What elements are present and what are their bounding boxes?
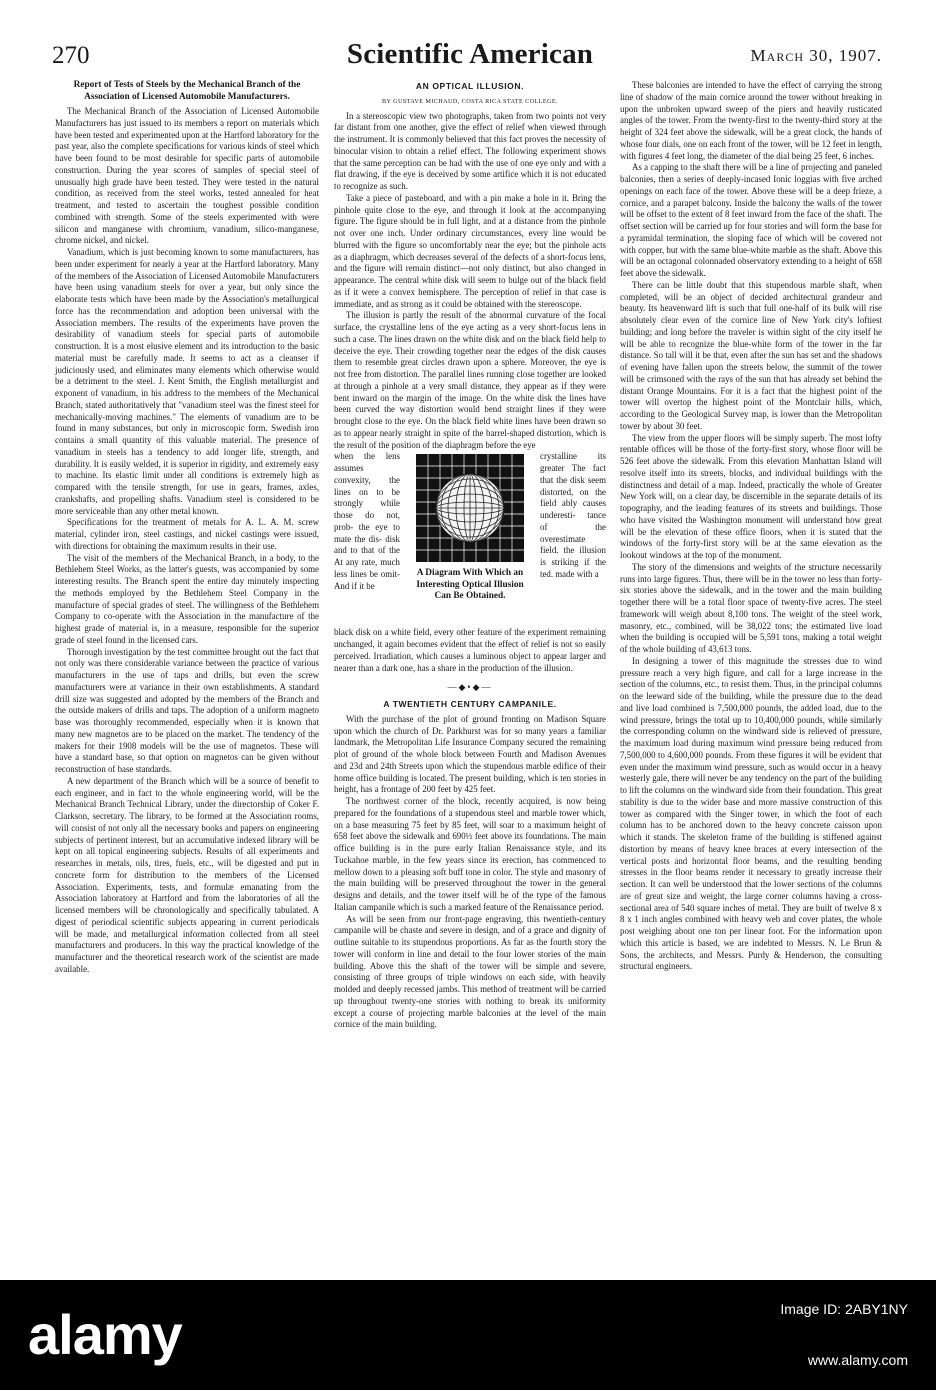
- paragraph: The illusion is partly the result of the abnormal curvature of the focal surface, the crystalline lens of the eye acting as a very short-focus lens in such a case. The lines drawn on the white disk and on the black field help to deceive the eye. Their crowding together near the edges of the disk causes them to resemble great circles drawn upon a sphere. Moreover, the eye is not free from distortion. The parallel lines running close together are looked at through a pinhole at a very small distance, they appear as if they were bent inward on the margin of the image. On the white disk the lines have been curved the way distortion would bend straight lines if they were brought close to the eye. On the black field white lines have been drawn so as to appear nearly straight in spite of the barrel-shaped distortion, which is the result of the position of the diaphragm before the eye: [334, 310, 606, 450]
- wrap-text-right: [540, 451, 606, 580]
- wrap-left-text: when the lens assumes convexity, the lines on to be strongly while those do not, prob- the eye to mate the dis- disk and to that of the At any rate, much less lines be omit- And if it be: [334, 451, 400, 591]
- column-1: [55, 80, 319, 976]
- stock-watermark-bar: [0, 1280, 936, 1390]
- paragraph: Take a piece of pasteboard, and with a pin make a hole in it. Bring the pinhole quite close to the eye, and through it look at the accompanying figure. The figure should be in full light, and at a distance from the pinhole not over one inch. Under ordinary circumstances, every line would be blurred with the figure so uncomfortably near the eye; but the pinhole acts as a diaphragm, which decreases several of the defects of a short-focus lens, and the figure will remain distinct—not only distinct, but also changed in appearance. The central white disk will seem to bulge out of the black field as if it were a convex hemisphere. The perception of relief in that case is immediate, and as strong as it could be obtained with the stereoscope.: [334, 192, 606, 309]
- byline: BY GUSTAVE MICHAUD, COSTA RICA STATE COLLEGE.: [381, 97, 558, 105]
- publication-title: Scientific American: [346, 38, 594, 70]
- image-id: Image ID: 2ABY1NY: [780, 1301, 908, 1317]
- paragraph: The visit of the members of the Mechanical Branch, in a body, to the Bethlehem Steel Works, as the latter's guests, was accompanied by some interesting results. The Branch spent the entire day minutely inspecting the methods employed by the Bethlehem Steel Company in the manufacture of special grades of steel. The willingness of the Bethlehem Company to co-operate with the Association in the manufacture of the highest grade of material is, in a measure, responsible for the superior grade of steel found in the licensed cars.: [55, 552, 319, 645]
- illusion-diagram-icon: [414, 452, 526, 566]
- paragraph: With the purchase of the plot of ground fronting on Madison Square upon which the church of Dr. Parkhurst was for so many years a familiar landmark, the Metropolitan Life Insurance Company secured the remaining plot of ground of the whole block between Fourth and Madison Avenues and 23d and 24th Streets upon which the stupendous marble edifice of their home office building is located. The present building, which is ten stories in height, has a frontage of 200 feet by 425 feet.: [334, 713, 606, 795]
- wrap-right-text: crystalline its greater The fact that the disk seem distorted, on the field ably causes underesti- tance of the overestimate field. the illusion is striking if the ted. made with a: [540, 451, 606, 579]
- paragraph: The northwest corner of the block, recently acquired, is now being prepared for the foundations of a stupendous steel and marble tower which, on a base measuring 75 feet by 85 feet, will soar to a maximum height of 658 feet above the sidewalk and 690½ feet above its foundations. The main office building is in the pure early Italian Renaissance style, and its Tuckahoe marble, in the few years since its erection, has commenced to mellow down to a pleasing soft buff tone in color. The style and masonry of the main building will be preserved throughout the tower in the general designs and details, and the tower itself will be of the type of the famous Italian campanile which is such a marked feature of the Renaissance period.: [334, 796, 606, 912]
- article-heading-campanile: A TWENTIETH CENTURY CAMPANILE.: [383, 699, 557, 709]
- paragraph: These balconies are intended to have the effect of carrying the strong line of shadow of the main cornice around the tower without breaking in upon the unbroken upward sweep of the piers and heavily rusticated angles of the tower. From the twenty-first to the twenty-third story at the height of 324 feet above the sidewalk, will be a great clock, the hands of whose four dials, one on each front of the tower, will be 12 feet in length, with figures 4 feet long, the diameter of the dial being 25 feet, 6 inches.: [620, 80, 882, 161]
- paragraph: The view from the upper floors will be simply superb. The most lofty rentable offices will be those of the forty-first story, whose floor will be 526 feet above the sidewalk. From this elevation Manhattan Island will resolve itself into its streets, blocks, and individual buildings with the distinctness and detail of a map. Indeed, practically the whole of Greater New York will, on a clear day, be discernible in the separate details of its topography, and the leading features of its streets and buildings. Those who have visited the Washington monument will understand how great will be the elevation of these office floors, when it is stated that the windows of the forty-first story will be at the same elevation as the lookout windows at the top of the monument.: [620, 432, 882, 560]
- wrap-text-left: [334, 451, 400, 592]
- article-heading-optical-illusion: AN OPTICAL ILLUSION.: [415, 81, 525, 91]
- paragraph: There can be little doubt that this stupendous marble shaft, when completed, will be an object of decided architectural grandeur and beauty. Its heavenward lift is such that full one-half of its bulk will rise absolutely clear even of the cornice line of New York city's loftiest building; and long before the traveler is within sight of the city itself he will be able to recognize the blue-white form of the tower in the far distance. So tall will it be that, even after the sun has set and the shadows of evening have fallen upon the streets below, the summit of the tower will be crimsoned with the rays of the sun that has already set behind the distant Orange Mountains. For it is a fact that the highest point of the tower will overtop the highest point of the Montclair hills, which, according to the Geological Survey map, is lower than the Metropolitan tower by about 30 feet.: [620, 279, 882, 431]
- section-divider: —◆•◆—: [447, 682, 493, 693]
- paragraph: black disk on a white field, every other feature of the experiment remaining unchanged, it again becomes evident that the effect of relief is not so easily perceived. Irradiation, which causes a luminous object to appear larger and nearer than a dark one, has a share in the production of the illusion.: [334, 627, 606, 673]
- column-2: [334, 80, 606, 1031]
- column-3: [620, 80, 882, 973]
- paragraph: A new department of the Branch which will be a source of benefit to each engineer, and in fact to the whole engineering world, will be the Mechanical Branch Technical Library, under the directorship of Coker F. Clarkson, secretary. The library, to be formed at the Association rooms, will consist of not only all the necessary books and papers on engineering subjects of pertinent interest, but an accumulative indexed library will be kept on all topical engineering subjects. Results of all experiments and researches in metals, oils, tires, fuels, etc., will be digested and put in concrete form for distribution to the members of the Licensed Association. Experiments, tests, and formulæ emanating from the Association laboratory at Hartford and from the laboratories of all the licensed members will be chronologically and specifically tabulated. A digest of periodical scientific subjects appearing in current periodicals will be made, and metallurgical information collected from all steel manufacturers and producers. In this way the practical knowledge of the manufacturer and the theoretical research work of the scientist are made available.: [55, 775, 319, 974]
- paragraph: As will be seen from our front-page engraving, this twentieth-century campanile will be chaste and severe in design, and of a grace and dignity of outline suitable to its stupendous proportions. As far as the fourth story the tower will conform in line and detail to the four lower stories of the main building. Above this the shaft of the tower will be simple and severe, consisting of three groups of triple windows on each side, with heavily molded and deeply recessed jambs. This method of treatment will be carried up throughout twenty-one stories with nothing to break its uniformity except a course of projecting marble balconies at the level of the main cornice of the main building.: [334, 913, 606, 1030]
- column-1-body: [55, 106, 319, 976]
- paragraph: In a stereoscopic view two photographs, taken from two points not very far distant from one another, give the effect of relief when viewed through the instrument. It is commonly believed that this fact proves the necessity of binocular vision to obtain a relief effect. The following experiment shows that the same perception can be had with the use of one eye only and with a flat drawing, if the eye is deceived by some artifice which it is not educated to recognize as such.: [334, 110, 606, 191]
- paragraph: Vanadium, which is just becoming known to some manufacturers, has been under experiment for nearly a year at the Hartford laboratory. Many of the members of the Association of Licensed Automobile Manufacturers have been using vanadium steels for over a year, but only since the elaborate tests which have been made by the Association's metallurgical force has the recommendation and adoption been universal with the Association members. The results of the experiments have proven the desirability of vanadium steels for special parts of automobile construction. It is a most elusive element and its introduction to the basic material must be carefully made. It seems to act as a cleanser if judiciously used, and eliminates many elements which otherwise would be a detriment to the steel. J. Kent Smith, the English metallurgist and exponent of vanadium, in his address to the members of the Mechanical Branch, stated authoritatively that "vanadium steel was the finest steel for mechanically-moving machines." The elements of vanadium are to be found in many substances, but only in microscopic form. Swedish iron contains a small quantity of this valuable material. The presence of vanadium in steels has a tendency to add longer life, strength, and durability. It is easily welded, it is superior in rigidity, and extremely easy to machine. Its elastic limit under all conditions is extremely high as compared with the tensile strength, for use in gears, frames, axles, crankshafts, and propelling shafts. Vanadium steel is considered to be more serviceable than any other metal known.: [55, 247, 319, 516]
- figure-caption: A Diagram With Which an Interesting Optical Illusion Can Be Obtained.: [416, 568, 524, 602]
- illusion-figure: [414, 452, 526, 603]
- figure-wrap: [334, 451, 606, 627]
- page-number: 270: [52, 42, 90, 69]
- alamy-logo: alamy: [28, 1303, 182, 1366]
- paragraph: Specifications for the treatment of metals for A. L. A. M. screw material, cylinder iron, steel castings, and nickel castings were issued, with directions for obtaining the maximum results in their use.: [55, 517, 319, 551]
- article-heading-steel-tests: Report of Tests of Steels by the Mechanical Branch of the Association of Licensed Automobile Manufacturers.: [73, 80, 301, 102]
- issue-date: March 30, 1907.: [750, 46, 882, 65]
- watermark-url: www.alamy.com: [807, 1352, 908, 1368]
- paragraph: Thorough investigation by the test committee brought out the fact that not only was there considerable variance between the practice of various manufacturers in the use of taps and drills, but even the screw manufacturers were at variance in their own establishments. A standard drill size was suggested and adopted by the members of the Branch and the outside makers of drills and taps. The adoption of a uniform magneto base was thoroughly recommended, especially when it is known that many new magnetos are to be placed on the market. The tendency of the makers for their 1908 models will be the use of magnetos. These will have a standard base, so that option on magnetos can be given without reconstruction of base standards.: [55, 646, 319, 774]
- paragraph: The story of the dimensions and weights of the structure necessarily runs into large figures. Thus, there will be in the tower no less than forty-six stories above the sidewalk, and in the tower and the main building together there will be a total floor space of twenty-five acres. The steel framework will weigh about 8,100 tons. The weight of the steel work, masonry, etc., combined, will be 38,022 tons; the estimated live load when the building is occupied will be 5,591 tons, making a total weight of the whole building of 43,613 tons.: [620, 561, 882, 654]
- paragraph: In designing a tower of this magnitude the stresses due to wind pressure reach a very high figure, and call for a large increase in the section of the columns, etc., to resist them. Thus, in the principal columns on the leeward side of the building, while the pressure due to the dead and live load combined is 7,500,000 pounds, the added load, due to the wind pressure, brings the total up to 10,400,000 pounds, while similarly the corresponding column on the windward side is relieved of pressure, the maximum load during maximum wind pressure being reduced from 7,500,000 to 4,600,000 pounds. From these figures it will be evident that even under the maximum wind pressure, such as would occur in a heavy westerly gale, there will never be any tendency on the part of the building to lift the columns on the windward side from their foundation. This great stability is due to the wider base and more massive construction of this tower as compared with the Singer tower, in which the foot of each column has to be anchored down to the heavy concrete caisson upon which it stands. The skeleton frame of the building is stiffened against distortion by means of heavy knee braces at every intersection of the vertical posts and horizontal floor beams, and the resulting bending stresses in the floor beams render it necessary to greatly increase their section. It can well be understood that the lower sections of the columns are of great size and weight, the large corner columns having a cross-sectional area of 540 square inches of metal. They are built of twelve 8 x 8 x 1 inch angles combined with heavy web and cover plates, the whole post weighing about one ton per linear foot. For the information upon which this article is based, we are indebted to Messrs. N. Le Brun & Sons, the architects, and Messrs. Purdy & Henderson, the consulting structural engineers.: [620, 655, 882, 972]
- paragraph: The Mechanical Branch of the Association of Licensed Automobile Manufacturers has just issued to its members a report on materials which have been tested and experimented upon at the Hartford laboratory for the past year, also the complete specifications for various kinds of steel which have been found to be most desirable for specific parts of automobile construction. During the year scores of samples of special steel of unusually high grade have been tested. They were tested in the natural condition, as received from the steel works, tested annealed for heat treatment, and tested to ascertain the toughest possible condition combined with strength. Some of the steels experimented with were silicon and manganese with chromium, vanadium, silico-manganese, chrome nickel, and nickel.: [55, 106, 319, 246]
- paragraph: As a capping to the shaft there will be a line of projecting and paneled balconies, then a series of deeply-incased Ionic loggias with five arched openings on each face of the tower. Above these will be a deep frieze, a cornice, and a parapet balcony. Inside the balcony the walls of the tower will be offset to the extent of 8 feet inward from the face of the shaft. The offset section will be carried up for four stories and will form the base for a pyramidal termination, the sloping face of which will be covered not with copper, but with the same blue-white marble as the shaft. Above this will be an octagonal colonnaded observatory extending to a height of 658 feet above the sidewalk.: [620, 162, 882, 278]
